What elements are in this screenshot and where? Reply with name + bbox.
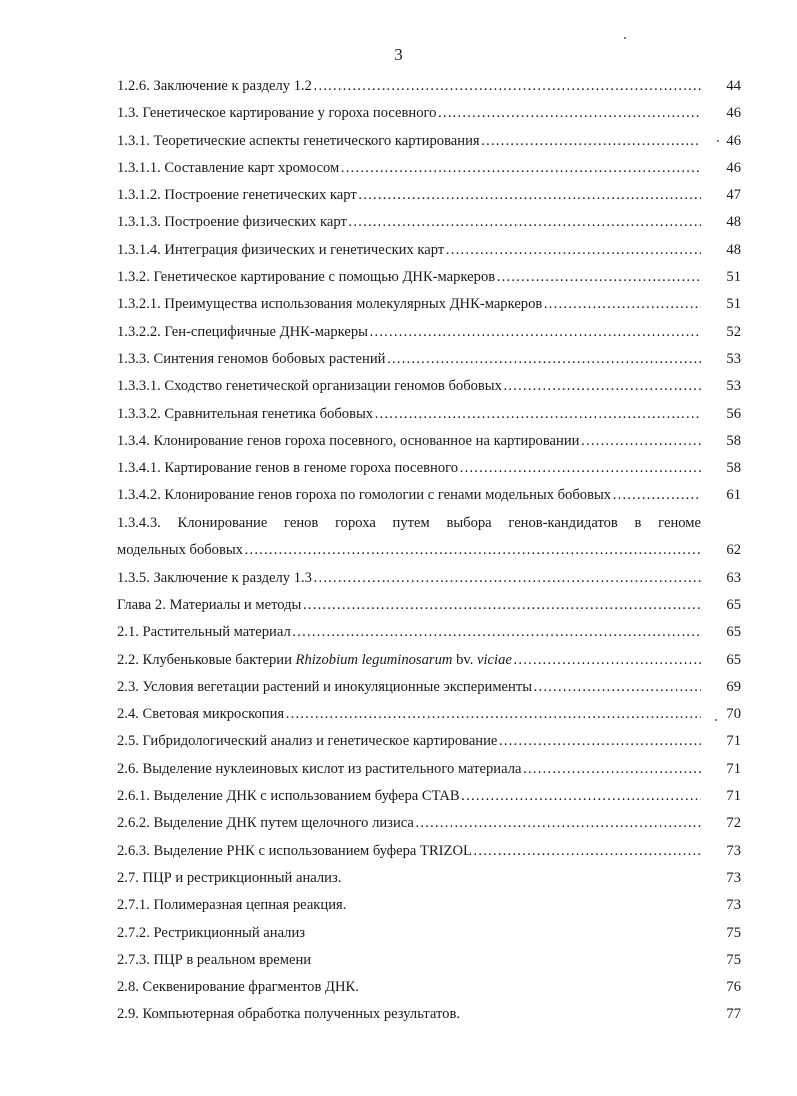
toc-entry-page: 75 — [726, 924, 741, 941]
toc-entry-page: 63 — [726, 569, 741, 586]
toc-entry-title: 1.3.2.2. Ген-специфичные ДНК-маркеры — [117, 323, 368, 340]
toc-entry-title: 2.6.1. Выделение ДНК с использованием буфера CTAB — [117, 788, 460, 805]
dot-leader — [244, 542, 701, 558]
dot-leader — [302, 597, 701, 613]
toc-entry-page: 71 — [726, 733, 741, 750]
toc-entry-title-wrap — [117, 838, 701, 865]
toc-entry-title-wrap — [117, 537, 701, 564]
toc-entry — [117, 209, 741, 236]
toc-entry — [117, 892, 741, 919]
dot-leader — [503, 378, 701, 394]
dot-leader — [292, 624, 701, 640]
toc-entry-title-wrap — [117, 647, 701, 674]
dot-leader — [523, 761, 702, 777]
toc-entry-page: 76 — [726, 979, 741, 996]
toc-entry-title-wrap — [117, 100, 701, 127]
toc-entry-page: 71 — [726, 788, 741, 805]
toc-entry-title-wrap — [117, 810, 701, 837]
toc-entry — [117, 155, 741, 182]
scan-speck — [717, 140, 719, 142]
toc-entry-page: 46 — [726, 105, 741, 122]
toc-entry — [117, 264, 741, 291]
toc-entry — [117, 100, 741, 127]
dot-leader — [459, 460, 701, 476]
toc-entry-title-wrap — [117, 756, 701, 783]
toc-entry — [117, 428, 741, 455]
dot-leader — [313, 78, 701, 94]
toc-entry-page: 46 — [726, 159, 741, 176]
toc-entry-title: 1.3.4. Клонирование генов гороха посевного, основанное на картировании — [117, 432, 580, 449]
toc-entry-page: 65 — [726, 624, 741, 641]
toc-entry-title: 2.6. Выделение нуклеиновых кислот из растительного материала — [117, 760, 522, 777]
toc-entry-title: 1.3.3. Синтения геномов бобовых растений — [117, 350, 386, 367]
toc-entry-page: 58 — [726, 460, 741, 477]
toc-entry-page: 44 — [726, 78, 741, 94]
dot-leader — [496, 269, 701, 285]
toc-entry — [117, 865, 741, 892]
toc-entry-title: 2.6.3. Выделение РНК с использованием буфера TRIZOL — [117, 842, 472, 859]
toc-entry — [117, 592, 741, 619]
toc-entry-title: 1.3. Генетическое картирование у гороха посевного — [117, 105, 437, 122]
toc-entry — [117, 619, 741, 646]
toc-entry-page: 48 — [726, 241, 741, 258]
dot-leader — [348, 214, 701, 230]
toc-entry-title-wrap — [117, 237, 701, 264]
toc-entry-title: 2.8. Секвенирование фрагментов ДНК. — [117, 979, 359, 996]
toc-entry — [117, 319, 741, 346]
toc-entry-page: 48 — [726, 214, 741, 231]
toc-entry — [117, 565, 741, 592]
dot-leader — [340, 160, 701, 176]
toc-entry — [117, 920, 741, 947]
toc-entry-title: 2.7.1. Полимеразная цепная реакция. — [117, 897, 347, 914]
toc-entry-page: 53 — [726, 350, 741, 367]
toc-entry — [117, 810, 741, 837]
toc-entry-page: 65 — [726, 651, 741, 668]
toc-entry-page: 65 — [726, 596, 741, 613]
toc-entry-title-wrap — [117, 455, 701, 482]
toc-entry-page: 61 — [726, 487, 741, 504]
toc-entry — [117, 974, 741, 1001]
toc-entry-title: 2.9. Компьютерная обработка полученных результатов. — [117, 1006, 460, 1023]
dot-leader — [313, 570, 701, 586]
toc-entry — [117, 291, 741, 318]
toc-entry-page: 51 — [726, 269, 741, 286]
toc-entry-title-wrap — [117, 728, 701, 755]
dot-leader — [580, 433, 701, 449]
toc-entry-page: 71 — [726, 760, 741, 777]
toc-entry — [117, 482, 741, 509]
toc-entry-title-wrap — [117, 264, 701, 291]
toc-entry-title: 1.2.6. Заключение к разделу 1.2 — [117, 78, 312, 94]
dot-leader — [481, 133, 701, 149]
dot-leader — [543, 296, 701, 312]
toc-entry — [117, 346, 741, 373]
toc-entry-title: 1.3.1.4. Интеграция физических и генетических карт — [117, 241, 445, 258]
toc-entry — [117, 128, 741, 155]
toc-entry-title-wrap — [117, 619, 701, 646]
toc-entry-page: 53 — [726, 378, 741, 395]
dot-leader — [612, 487, 701, 503]
toc-entry-title: 2.1. Растительный материал — [117, 624, 291, 641]
scan-speck — [624, 37, 626, 39]
toc-entry-title-wrap — [117, 319, 701, 346]
toc-entry-title-wrap — [117, 783, 701, 810]
toc-entry-title: 2.7.2. Рестрикционный анализ — [117, 924, 306, 941]
toc-entry-page: 46 — [726, 132, 741, 149]
toc-entry — [117, 783, 741, 810]
toc-entry — [117, 182, 741, 209]
toc-entry-title: 1.3.3.1. Сходство генетической организации геномов бобовых — [117, 378, 502, 395]
toc-entry — [117, 237, 741, 264]
toc-entry-title: 1.3.4.3. Клонирование генов гороха путем выбора генов-кандидатов в геноме — [117, 514, 701, 531]
toc-entry-title: 2.7. ПЦР и рестрикционный анализ. — [117, 869, 342, 886]
toc-entry-title-wrap — [117, 73, 701, 100]
dot-leader — [386, 351, 701, 367]
toc-entry-title-wrap — [117, 674, 701, 701]
toc-entry-wrapped-line — [117, 510, 741, 538]
toc-entry-title-wrap — [117, 373, 701, 400]
toc-entry-title: 1.3.2.1. Преимущества использования молекулярных ДНК-маркеров — [117, 296, 543, 313]
scan-speck — [715, 719, 717, 721]
toc-entry-page: 52 — [726, 323, 741, 340]
toc-entry-page: 51 — [726, 296, 741, 313]
toc-entry-title-wrap — [117, 482, 701, 509]
toc-entry — [117, 728, 741, 755]
toc-entry-title: 1.3.1.2. Построение генетических карт — [117, 187, 357, 204]
toc-entry — [117, 401, 741, 428]
toc-entry — [117, 373, 741, 400]
toc-entry-title-italic: Rhizobium leguminosarum — [295, 651, 453, 668]
dot-leader — [498, 733, 701, 749]
dot-leader — [473, 843, 701, 859]
toc-entry-title: 1.3.1.3. Построение физических карт — [117, 214, 347, 231]
toc-entry-title: 1.3.5. Заключение к разделу 1.3 — [117, 569, 312, 586]
toc-entry-page: 47 — [726, 187, 741, 204]
toc-entry — [117, 537, 741, 564]
toc-entry-title-wrap — [117, 128, 701, 155]
toc-entry-title: 2.6.2. Выделение ДНК путем щелочного лизиса — [117, 815, 414, 832]
toc-entry-title-wrap — [117, 209, 701, 236]
toc-entry — [117, 838, 741, 865]
toc-entry-title-wrap — [117, 401, 701, 428]
dot-leader — [374, 406, 701, 422]
toc-entry — [117, 73, 741, 100]
dot-leader — [513, 652, 701, 668]
toc-entry-title: 2.5. Гибридологический анализ и генетическое картирование — [117, 733, 498, 750]
toc-entry-title-wrap — [117, 346, 701, 373]
toc-entry — [117, 756, 741, 783]
toc-entry-title-wrap — [117, 701, 701, 728]
toc-entry-page: 58 — [726, 432, 741, 449]
toc-entry-title: 1.3.4.2. Клонирование генов гороха по гомологии с генами модельных бобовых — [117, 487, 612, 504]
toc-entry-page: 73 — [726, 897, 741, 914]
toc-entry-page: 62 — [726, 542, 741, 559]
page-number: 3 — [394, 45, 403, 64]
toc-entry-title-mid: bv. — [452, 651, 478, 668]
toc-entry-title: 2.4. Световая микроскопия — [117, 706, 285, 723]
toc-entry-title: 1.3.1. Теоретические аспекты генетического картирования — [117, 132, 480, 149]
dot-leader — [437, 105, 701, 121]
toc-entry-title-italic-2: viciae — [477, 651, 512, 668]
dot-leader — [369, 324, 701, 340]
toc-entry-page: 73 — [726, 869, 741, 886]
toc-entry-title — [117, 652, 513, 668]
toc-entry-title-wrap — [117, 155, 701, 182]
toc-entry-page: 56 — [726, 405, 741, 422]
toc-entry-page: 73 — [726, 842, 741, 859]
toc-entry-title: 1.3.4.1. Картирование генов в геноме гороха посевного — [117, 460, 459, 477]
toc-entry — [117, 1001, 741, 1028]
dot-leader — [415, 815, 701, 831]
toc-entry-title: 1.3.2. Генетическое картирование с помощью ДНК-маркеров — [117, 269, 496, 286]
toc-entry — [117, 947, 741, 974]
toc-entry — [117, 674, 741, 701]
toc-entry-title: 2.7.3. ПЦР в реальном времени — [117, 951, 312, 968]
dot-leader — [533, 679, 701, 695]
toc-entry-title-wrap — [117, 565, 701, 592]
toc-entry-page: 70 — [726, 706, 741, 723]
toc-entry-title: модельных бобовых — [117, 542, 243, 559]
toc-entry — [117, 701, 741, 728]
toc-entry-title-wrap — [117, 592, 701, 619]
table-of-contents — [117, 73, 741, 1029]
dot-leader — [461, 788, 701, 804]
toc-entry-title-prefix: 2.2. Клубеньковые бактерии — [117, 651, 296, 668]
toc-entry — [117, 647, 741, 674]
toc-entry-title-wrap — [117, 291, 701, 318]
toc-entry-page: 72 — [726, 815, 741, 832]
dot-leader — [445, 242, 701, 258]
toc-entry-title: Глава 2. Материалы и методы — [117, 596, 302, 613]
toc-entry-title: 2.3. Условия вегетации растений и инокуляционные эксперименты — [117, 678, 533, 695]
toc-entry-title-wrap — [117, 182, 701, 209]
toc-entry-title: 1.3.1.1. Составление карт хромосом — [117, 159, 340, 176]
toc-entry-title-wrap — [117, 428, 701, 455]
toc-entry-page: 77 — [726, 1006, 741, 1023]
dot-leader — [358, 187, 701, 203]
toc-entry-page: 69 — [726, 678, 741, 695]
dot-leader — [285, 706, 701, 722]
toc-entry — [117, 455, 741, 482]
toc-entry-page: 75 — [726, 951, 741, 968]
toc-entry-title: 1.3.3.2. Сравнительная генетика бобовых — [117, 405, 374, 422]
